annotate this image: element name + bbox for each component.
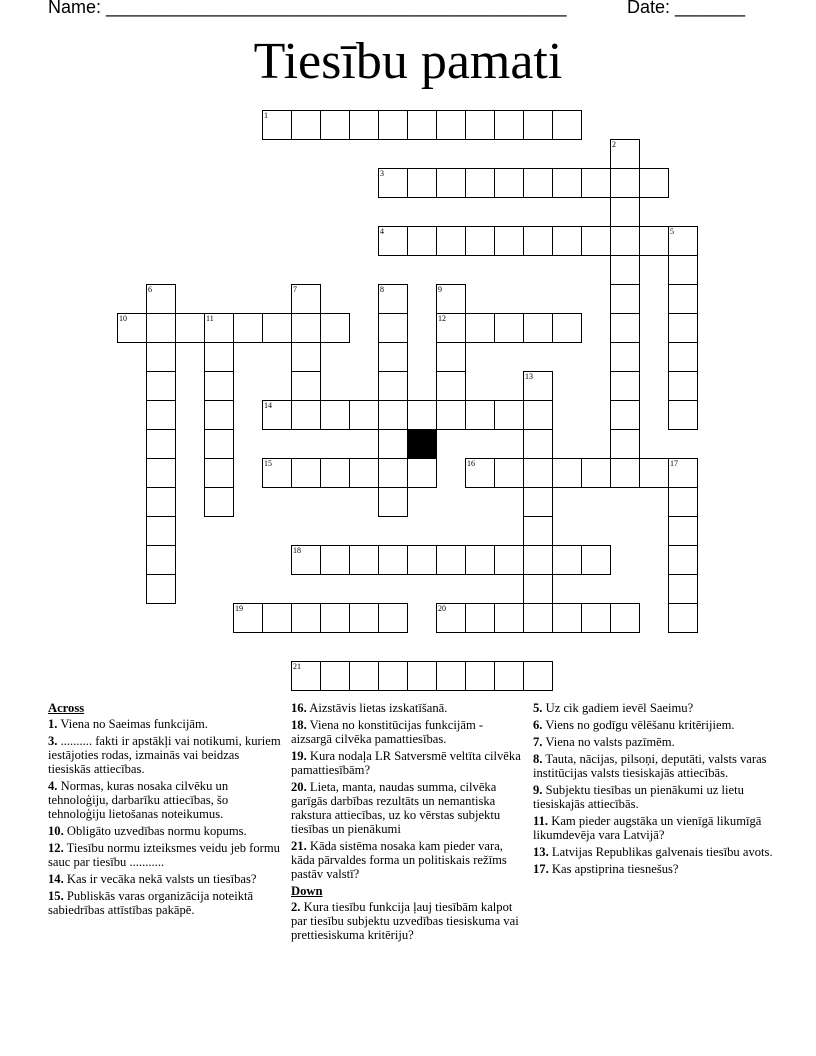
across-clue	[48, 824, 284, 838]
clue-number: 14.	[48, 872, 64, 886]
grid-cell[interactable]	[610, 226, 640, 256]
clue-number: 1.	[48, 717, 58, 731]
clue-number: 19.	[291, 749, 307, 763]
grid-cell[interactable]	[378, 429, 408, 459]
grid-cell-number: 11	[206, 314, 214, 323]
grid-cell[interactable]	[552, 110, 582, 140]
clue-number: 13.	[533, 845, 549, 859]
clue-number: 7.	[533, 735, 543, 749]
grid-cell[interactable]	[204, 487, 234, 517]
grid-cell[interactable]	[146, 545, 176, 575]
grid-cell-number: 2	[612, 140, 616, 149]
down-heading: Down	[291, 884, 323, 898]
grid-cell-number: 4	[380, 227, 384, 236]
grid-cell[interactable]	[146, 487, 176, 517]
grid-cell[interactable]	[494, 400, 524, 430]
down-clue	[533, 718, 773, 732]
grid-cell[interactable]	[320, 603, 350, 633]
grid-cell-number: 7	[293, 285, 297, 294]
clues-column-2	[291, 701, 523, 945]
grid-cell-number: 15	[264, 459, 272, 468]
across-clue	[48, 889, 284, 917]
grid-cell[interactable]	[320, 661, 350, 691]
clue-number: 20.	[291, 780, 307, 794]
grid-cell[interactable]	[349, 458, 379, 488]
grid-cell[interactable]	[581, 458, 611, 488]
grid-cell[interactable]	[668, 545, 698, 575]
grid-cell[interactable]	[378, 284, 408, 314]
clue-text: Obligāto uzvedības normu kopums.	[66, 824, 247, 838]
across-clue	[291, 718, 523, 746]
clue-number: 15.	[48, 889, 64, 903]
down-clue	[291, 900, 523, 942]
grid-cell[interactable]	[523, 603, 553, 633]
grid-cell-number: 6	[148, 285, 152, 294]
grid-cell-number: 5	[670, 227, 674, 236]
clue-text: Publiskās varas organizācija noteiktā sabiedrības attīstības pakāpē.	[48, 889, 254, 917]
grid-cell[interactable]	[610, 284, 640, 314]
down-clue	[533, 752, 773, 780]
grid-cell[interactable]	[378, 342, 408, 372]
grid-cell[interactable]	[610, 255, 640, 285]
grid-cell[interactable]	[668, 226, 698, 256]
grid-cell[interactable]	[146, 516, 176, 546]
grid-cell[interactable]	[581, 226, 611, 256]
grid-cell[interactable]	[610, 458, 640, 488]
grid-cell[interactable]	[407, 110, 437, 140]
grid-cell[interactable]	[523, 371, 553, 401]
clue-text: Tauta, nācijas, pilsoņi, deputāti, valsts varas institūcijas valsts tiesiskajās attiecībās.	[533, 752, 767, 780]
down-clue	[533, 862, 773, 876]
grid-cell[interactable]	[610, 429, 640, 459]
clue-number: 21.	[291, 839, 307, 853]
clue-text: Uz cik gadiem ievēl Saeimu?	[545, 701, 694, 715]
grid-cell[interactable]	[523, 429, 553, 459]
grid-cell[interactable]	[291, 400, 321, 430]
grid-cell[interactable]	[436, 342, 466, 372]
clue-number: 12.	[48, 841, 64, 855]
grid-cell[interactable]	[668, 487, 698, 517]
grid-cell[interactable]	[668, 255, 698, 285]
grid-cell[interactable]	[639, 226, 669, 256]
grid-cell[interactable]	[204, 458, 234, 488]
across-clue	[291, 701, 523, 715]
grid-cell[interactable]	[291, 342, 321, 372]
grid-cell[interactable]	[378, 458, 408, 488]
grid-cell[interactable]	[523, 226, 553, 256]
grid-cell[interactable]	[436, 313, 466, 343]
grid-cell[interactable]	[610, 342, 640, 372]
grid-cell[interactable]	[610, 168, 640, 198]
grid-cell[interactable]	[175, 313, 205, 343]
down-clue	[533, 701, 773, 715]
grid-cell[interactable]	[204, 342, 234, 372]
grid-cell[interactable]	[668, 458, 698, 488]
grid-cell[interactable]	[494, 313, 524, 343]
grid-cell[interactable]	[465, 458, 495, 488]
grid-cell[interactable]	[291, 661, 321, 691]
grid-cell[interactable]	[552, 603, 582, 633]
clue-number: 6.	[533, 718, 543, 732]
grid-cell[interactable]	[436, 284, 466, 314]
grid-cell-number: 8	[380, 285, 384, 294]
clue-text: Kas ir vecāka nekā valsts un tiesības?	[66, 872, 257, 886]
grid-cell[interactable]	[378, 487, 408, 517]
across-clue	[291, 780, 523, 836]
grid-cell[interactable]	[436, 545, 466, 575]
clue-text: Kam pieder augstāka un vienīgā likumīgā likumdevēja vara Latvijā?	[533, 814, 762, 842]
grid-cell[interactable]	[407, 226, 437, 256]
grid-cell[interactable]	[291, 371, 321, 401]
grid-cell[interactable]	[349, 400, 379, 430]
grid-cell[interactable]	[581, 545, 611, 575]
grid-cell[interactable]	[233, 603, 263, 633]
grid-cell[interactable]	[552, 168, 582, 198]
clue-text: Kura tiesību funkcija ļauj tiesībām kalpot par tiesību subjektu uzvedības tiesiskuma vai prettiesiskuma kritēriju?	[291, 900, 519, 942]
grid-cell[interactable]	[465, 661, 495, 691]
clue-text: .......... fakti ir apstākļi vai notikumi, kuriem iestājoties rodas, izmainās vai beidzas tiesiskās attiecības.	[48, 734, 281, 776]
grid-cell[interactable]	[523, 168, 553, 198]
date-field-label: Date: _______	[627, 0, 746, 17]
clue-number: 5.	[533, 701, 543, 715]
grid-cell-number: 12	[438, 314, 446, 323]
grid-cell[interactable]	[552, 545, 582, 575]
grid-cell[interactable]	[639, 458, 669, 488]
grid-cell[interactable]	[146, 458, 176, 488]
grid-cell[interactable]	[320, 110, 350, 140]
grid-cell[interactable]	[668, 516, 698, 546]
clue-text: Subjektu tiesības un pienākumi uz lietu tiesiskajās attiecībās.	[533, 783, 744, 811]
grid-cell[interactable]	[146, 400, 176, 430]
grid-cell[interactable]	[291, 284, 321, 314]
grid-cell[interactable]	[610, 400, 640, 430]
grid-cell[interactable]	[668, 574, 698, 604]
grid-cell[interactable]	[436, 661, 466, 691]
grid-cell[interactable]	[610, 197, 640, 227]
grid-cell[interactable]	[378, 110, 408, 140]
grid-cell[interactable]	[523, 458, 553, 488]
clue-text: Kas apstiprina tiesnešus?	[551, 862, 679, 876]
clue-text: Tiesību normu izteiksmes veidu jeb formu sauc par tiesību ...........	[48, 841, 280, 869]
grid-cell[interactable]	[494, 603, 524, 633]
grid-cell[interactable]	[581, 603, 611, 633]
grid-cell[interactable]	[349, 545, 379, 575]
grid-cell[interactable]	[494, 110, 524, 140]
grid-cell[interactable]	[436, 226, 466, 256]
grid-cell[interactable]	[610, 313, 640, 343]
grid-cell[interactable]	[523, 400, 553, 430]
grid-cell[interactable]	[465, 168, 495, 198]
across-clue	[48, 841, 284, 869]
name-field-label: Name: ______________________________________________	[48, 0, 567, 17]
grid-cell[interactable]	[668, 603, 698, 633]
grid-cell[interactable]	[262, 400, 292, 430]
grid-cell-number: 10	[119, 314, 127, 323]
grid-cell[interactable]	[610, 603, 640, 633]
across-clue	[291, 839, 523, 881]
down-clue	[533, 735, 773, 749]
grid-cell[interactable]	[291, 313, 321, 343]
grid-cell-number: 9	[438, 285, 442, 294]
grid-cell[interactable]	[639, 168, 669, 198]
grid-cell[interactable]	[407, 168, 437, 198]
grid-cell[interactable]	[378, 371, 408, 401]
grid-cell[interactable]	[552, 458, 582, 488]
grid-cell[interactable]	[407, 661, 437, 691]
grid-cell[interactable]	[668, 400, 698, 430]
grid-cell[interactable]	[494, 168, 524, 198]
grid-cell[interactable]	[494, 661, 524, 691]
grid-cell[interactable]	[552, 226, 582, 256]
grid-cell[interactable]	[436, 603, 466, 633]
grid-cell[interactable]	[146, 429, 176, 459]
grid-cell[interactable]	[262, 458, 292, 488]
grid-cell[interactable]	[378, 226, 408, 256]
grid-cell[interactable]	[291, 545, 321, 575]
grid-cell[interactable]	[610, 371, 640, 401]
grid-cell[interactable]	[494, 545, 524, 575]
clue-number: 2.	[291, 900, 301, 914]
grid-cell-number: 14	[264, 401, 272, 410]
clue-text: Viena no Saeimas funkcijām.	[60, 717, 208, 731]
grid-cell[interactable]	[117, 313, 147, 343]
down-clue	[533, 814, 773, 842]
grid-cell[interactable]	[378, 168, 408, 198]
grid-cell[interactable]	[320, 545, 350, 575]
clue-number: 8.	[533, 752, 543, 766]
grid-cell[interactable]	[465, 313, 495, 343]
grid-cell[interactable]	[523, 313, 553, 343]
grid-cell[interactable]	[378, 313, 408, 343]
grid-cell[interactable]	[378, 545, 408, 575]
across-clue	[48, 717, 284, 731]
clue-text: Viens no godīgu vēlēšanu kritērijiem.	[545, 718, 735, 732]
grid-cell[interactable]	[146, 313, 176, 343]
grid-cell-number: 19	[235, 604, 243, 613]
grid-cell[interactable]	[320, 400, 350, 430]
grid-cell[interactable]	[262, 110, 292, 140]
clue-number: 11.	[533, 814, 549, 828]
grid-cell[interactable]	[146, 342, 176, 372]
grid-cell[interactable]	[204, 400, 234, 430]
grid-cell[interactable]	[668, 313, 698, 343]
grid-cell[interactable]	[610, 139, 640, 169]
grid-cell[interactable]	[523, 487, 553, 517]
grid-cell[interactable]	[407, 545, 437, 575]
grid-cell[interactable]	[581, 168, 611, 198]
clue-text: Latvijas Republikas galvenais tiesību avots.	[551, 845, 773, 859]
grid-cell-number: 3	[380, 169, 384, 178]
clues-column-1	[48, 701, 284, 920]
clue-number: 16.	[291, 701, 307, 715]
across-clue	[48, 872, 284, 886]
grid-cell[interactable]	[146, 284, 176, 314]
clue-number: 9.	[533, 783, 543, 797]
grid-cell[interactable]	[378, 400, 408, 430]
grid-cell[interactable]	[523, 545, 553, 575]
grid-cell[interactable]	[523, 516, 553, 546]
grid-cell[interactable]	[349, 110, 379, 140]
grid-cell[interactable]	[233, 313, 263, 343]
clue-number: 4.	[48, 779, 58, 793]
down-clue	[533, 845, 773, 859]
grid-cell[interactable]	[668, 371, 698, 401]
grid-cell[interactable]	[668, 284, 698, 314]
grid-cell[interactable]	[204, 371, 234, 401]
grid-cell-number: 18	[293, 546, 301, 555]
grid-cell[interactable]	[465, 545, 495, 575]
grid-cell[interactable]	[552, 313, 582, 343]
grid-cell-number: 16	[467, 459, 475, 468]
clue-text: Kāda sistēma nosaka kam pieder vara, kāda pārvaldes forma un politiskais režīms pastāv valstī?	[291, 839, 507, 881]
grid-cell[interactable]	[436, 110, 466, 140]
grid-cell-number: 17	[670, 459, 678, 468]
clues-column-3	[533, 701, 773, 879]
clue-text: Aizstāvis lietas izskatīšanā.	[309, 701, 448, 715]
grid-cell[interactable]	[407, 458, 437, 488]
grid-cell[interactable]	[320, 313, 350, 343]
grid-cell[interactable]	[436, 371, 466, 401]
grid-cell[interactable]	[291, 110, 321, 140]
across-clue	[291, 749, 523, 777]
grid-cell[interactable]	[465, 226, 495, 256]
grid-cell[interactable]	[407, 400, 437, 430]
grid-cell[interactable]	[436, 400, 466, 430]
grid-cell[interactable]	[320, 458, 350, 488]
grid-cell[interactable]	[378, 661, 408, 691]
clue-number: 17.	[533, 862, 549, 876]
grid-cell[interactable]	[378, 603, 408, 633]
grid-cell[interactable]	[291, 603, 321, 633]
grid-cell[interactable]	[349, 603, 379, 633]
clue-text: Kura nodaļa LR Satversmē veltīta cilvēka pamattiesībām?	[291, 749, 521, 777]
grid-cell[interactable]	[465, 603, 495, 633]
clue-text: Lieta, manta, naudas summa, cilvēka garīgās darbības rezultāts un nemantiska rakstura attiecības, uz ko vērstas subjektu tiesības un pienākumi	[291, 780, 501, 836]
grid-cell[interactable]	[262, 603, 292, 633]
grid-cell[interactable]	[436, 168, 466, 198]
across-heading: Across	[48, 701, 85, 715]
grid-cell[interactable]	[204, 429, 234, 459]
grid-cell[interactable]	[523, 661, 553, 691]
clue-number: 18.	[291, 718, 307, 732]
grid-cell-number: 1	[264, 111, 268, 120]
across-clue	[48, 734, 284, 776]
grid-cell[interactable]	[465, 110, 495, 140]
clue-number: 10.	[48, 824, 64, 838]
grid-cell-number: 20	[438, 604, 446, 613]
grid-cell-number: 13	[525, 372, 533, 381]
grid-cell[interactable]	[204, 313, 234, 343]
clue-text: Viena no valsts pazīmēm.	[545, 735, 675, 749]
clue-text: Normas, kuras nosaka cilvēku un tehnoloģiju, darbarīku attiecības, šo tehnoloģiju lietošanas noteikumus.	[48, 779, 229, 821]
page-title: Tiesību pamati	[253, 33, 563, 90]
across-clue	[48, 779, 284, 821]
grid-cell[interactable]	[523, 110, 553, 140]
clue-text: Viena no konstitūcijas funkcijām - aizsargā cilvēka pamattiesības.	[291, 718, 484, 746]
grid-cell[interactable]	[465, 400, 495, 430]
grid-cell[interactable]	[262, 313, 292, 343]
grid-cell[interactable]	[668, 342, 698, 372]
down-clue	[533, 783, 773, 811]
grid-cell[interactable]	[349, 661, 379, 691]
grid-cell[interactable]	[494, 226, 524, 256]
clue-number: 3.	[48, 734, 58, 748]
black-cell	[407, 429, 437, 459]
grid-cell-number: 21	[293, 662, 301, 671]
grid-cell[interactable]	[291, 458, 321, 488]
grid-cell[interactable]	[494, 458, 524, 488]
grid-cell[interactable]	[146, 574, 176, 604]
grid-cell[interactable]	[523, 574, 553, 604]
grid-cell[interactable]	[146, 371, 176, 401]
